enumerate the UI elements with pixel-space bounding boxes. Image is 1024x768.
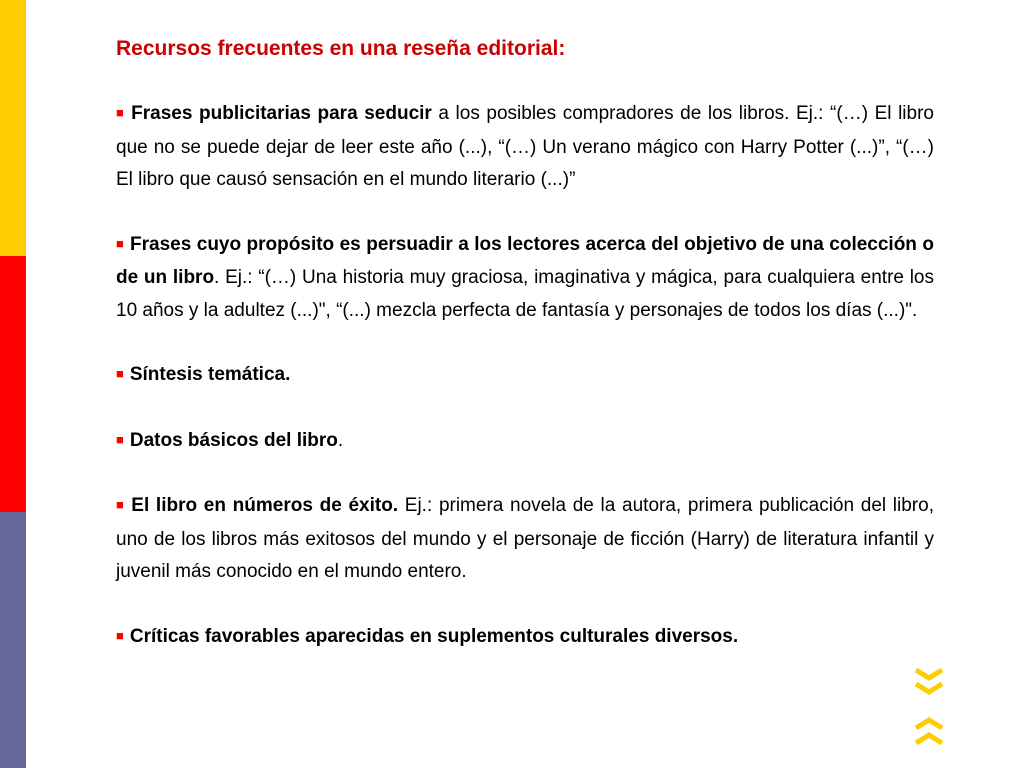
list-item-text: .: [337, 429, 344, 451]
list-item-text: a los posibles compradores de los libros. Ej.: “(…) El libro que no se puede dejar de leer este año (...), “(…) Un verano mágico con Harry Potter (...)”, “(…) El libro que causó sensación en el mundo literario (...)”: [116, 103, 934, 190]
square-bullet-icon: ■: [116, 497, 126, 512]
square-bullet-icon: ■: [116, 366, 124, 381]
list-item-bold: Frases cuyo propósito es persuadir a los lectores acerca del objetivo de una colección o de un libro: [116, 233, 934, 288]
double-chevron-down-icon: [913, 668, 945, 698]
list-item: [116, 229, 934, 328]
square-bullet-icon: ■: [116, 431, 124, 447]
list-item-bold: Frases publicitarias para seducir: [131, 103, 432, 124]
list-item-text: . Ej.: “(…) Una historia muy graciosa, imaginativa y mágica, para cualquiera entre los 10 años y la adultez (...)", “(...) mezcla perfecta de fantasía y personajes de todos los días (...)".: [116, 267, 934, 321]
list-item-bold: Síntesis temática.: [129, 364, 291, 385]
list-item: [116, 490, 934, 589]
slide-content: [116, 32, 934, 654]
square-bullet-icon: ■: [116, 627, 124, 643]
square-bullet-icon: ■: [116, 105, 126, 120]
list-item: [116, 621, 934, 655]
next-slide-button[interactable]: [913, 668, 945, 698]
double-chevron-up-icon: [913, 716, 945, 746]
list-item: [116, 98, 934, 197]
left-bar-yellow: [0, 0, 26, 256]
left-bar-purple: [0, 512, 26, 768]
list-item-bold: Datos básicos del libro: [129, 429, 338, 451]
square-bullet-icon: ■: [116, 235, 125, 251]
list-item-bold: El libro en números de éxito.: [131, 495, 399, 516]
previous-slide-button[interactable]: [913, 716, 945, 746]
list-item-bold: Críticas favorables aparecidas en suplementos culturales diversos.: [129, 625, 739, 647]
list-item-text: Ej.: primera novela de la autora, primera publicación del libro, uno de los libros más exitosos del mundo y el personaje de ficción (Harry) de literatura infantil y juvenil más conocido en el mundo entero.: [116, 495, 934, 582]
left-bar-red: [0, 256, 26, 512]
list-item: [116, 359, 934, 393]
slide-title: Recursos frecuentes en una reseña editorial:: [116, 37, 566, 60]
list-item: [116, 425, 934, 459]
